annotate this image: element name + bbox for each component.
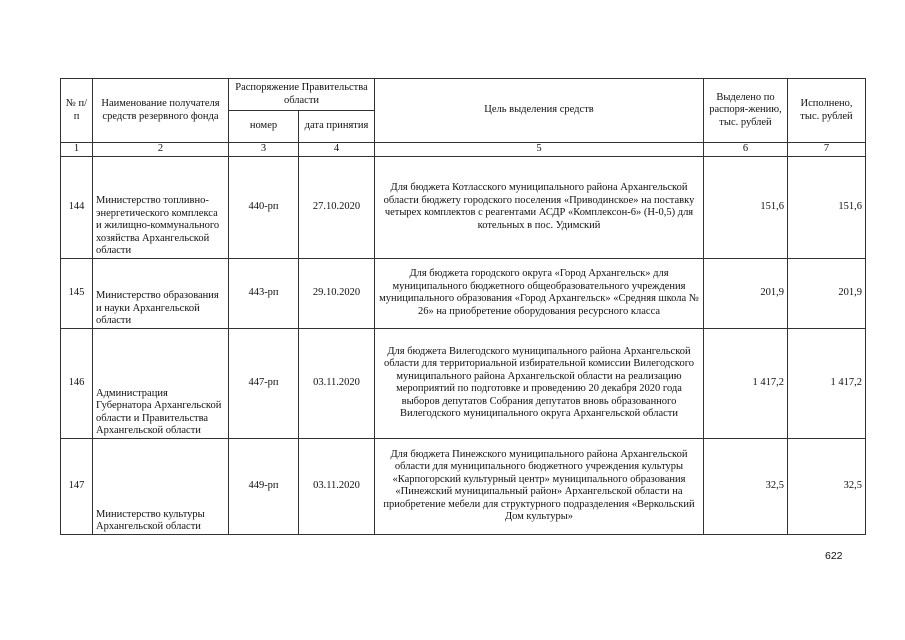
row-recipient: Министерство топливно-энергетического комплекса и жилищно-коммунального хозяйства Архангельской области xyxy=(93,156,229,258)
row-allocated: 201,9 xyxy=(704,258,788,328)
row-index: 146 xyxy=(61,328,93,438)
row-executed: 151,6 xyxy=(788,156,866,258)
row-allocated: 151,6 xyxy=(704,156,788,258)
table-row xyxy=(61,258,866,328)
row-recipient: Министерство культуры Архангельской области xyxy=(93,438,229,534)
column-number: 6 xyxy=(704,143,788,157)
header-executed: Исполнено, тыс. рублей xyxy=(788,79,866,143)
row-purpose: Для бюджета Котласского муниципального района Архангельской области бюджету городского поселения «Приводинское» на поставку четырех комплектов с реагентами АСДР «Комплексон-6» (Н-0,5) для котельных в пос. Удимский xyxy=(375,156,704,258)
row-recipient: Министерство образования и науки Архангельской области xyxy=(93,258,229,328)
row-decree-date: 29.10.2020 xyxy=(299,258,375,328)
row-decree-number: 440-рп xyxy=(229,156,299,258)
header-decree-date: дата принятия xyxy=(299,111,375,143)
row-decree-date: 03.11.2020 xyxy=(299,328,375,438)
row-recipient: Администрация Губернатора Архангельской области и Правительства Архангельской области xyxy=(93,328,229,438)
column-number: 1 xyxy=(61,143,93,157)
header-decree-no: номер xyxy=(229,111,299,143)
row-decree-number: 443-рп xyxy=(229,258,299,328)
column-number: 2 xyxy=(93,143,229,157)
row-decree-number: 447-рп xyxy=(229,328,299,438)
header-recipient: Наименование получателя средств резервного фонда xyxy=(93,79,229,143)
table-row xyxy=(61,156,866,258)
column-number: 7 xyxy=(788,143,866,157)
row-decree-number: 449-рп xyxy=(229,438,299,534)
column-number: 3 xyxy=(229,143,299,157)
row-decree-date: 27.10.2020 xyxy=(299,156,375,258)
row-allocated: 1 417,2 xyxy=(704,328,788,438)
reserve-fund-table xyxy=(60,78,866,535)
column-number: 5 xyxy=(375,143,704,157)
header-idx: № п/п xyxy=(61,79,93,143)
row-index: 144 xyxy=(61,156,93,258)
row-allocated: 32,5 xyxy=(704,438,788,534)
row-index: 145 xyxy=(61,258,93,328)
row-index: 147 xyxy=(61,438,93,534)
table-row xyxy=(61,438,866,534)
column-number: 4 xyxy=(299,143,375,157)
column-number-row xyxy=(61,143,866,157)
row-executed: 1 417,2 xyxy=(788,328,866,438)
header-allocated: Выделено по распоря-жению, тыс. рублей xyxy=(704,79,788,143)
table-row xyxy=(61,328,866,438)
header-decree: Распоряжение Правительства области xyxy=(229,79,375,111)
header-purpose: Цель выделения средств xyxy=(375,79,704,143)
row-decree-date: 03.11.2020 xyxy=(299,438,375,534)
row-executed: 32,5 xyxy=(788,438,866,534)
row-purpose: Для бюджета Пинежского муниципального района Архангельской области для муниципального бюджетного учреждения культуры «Карпогорский культурный центр» муниципального образования «Пинежский муниципальный район» Архангельской области на приобретение мебели для структурного подразделения «Веркольский Дом культуры» xyxy=(375,438,704,534)
row-executed: 201,9 xyxy=(788,258,866,328)
page-number: 622 xyxy=(825,550,843,562)
row-purpose: Для бюджета городского округа «Город Архангельск» для муниципального бюджетного общеобразовательного учреждения муниципального образования «Город Архангельск» «Средняя школа № 26» на приобретение оборудования ресурсного класса xyxy=(375,258,704,328)
row-purpose: Для бюджета Вилегодского муниципального района Архангельской области для территориальной избирательной комиссии Вилегодского муниципального района Архангельской области на реализацию мероприятий по подготовке и проведению 20 декабря 2020 года выборов депутатов Собрания депутатов вновь образованного Вилегодского муниципального округа Архангельской области xyxy=(375,328,704,438)
